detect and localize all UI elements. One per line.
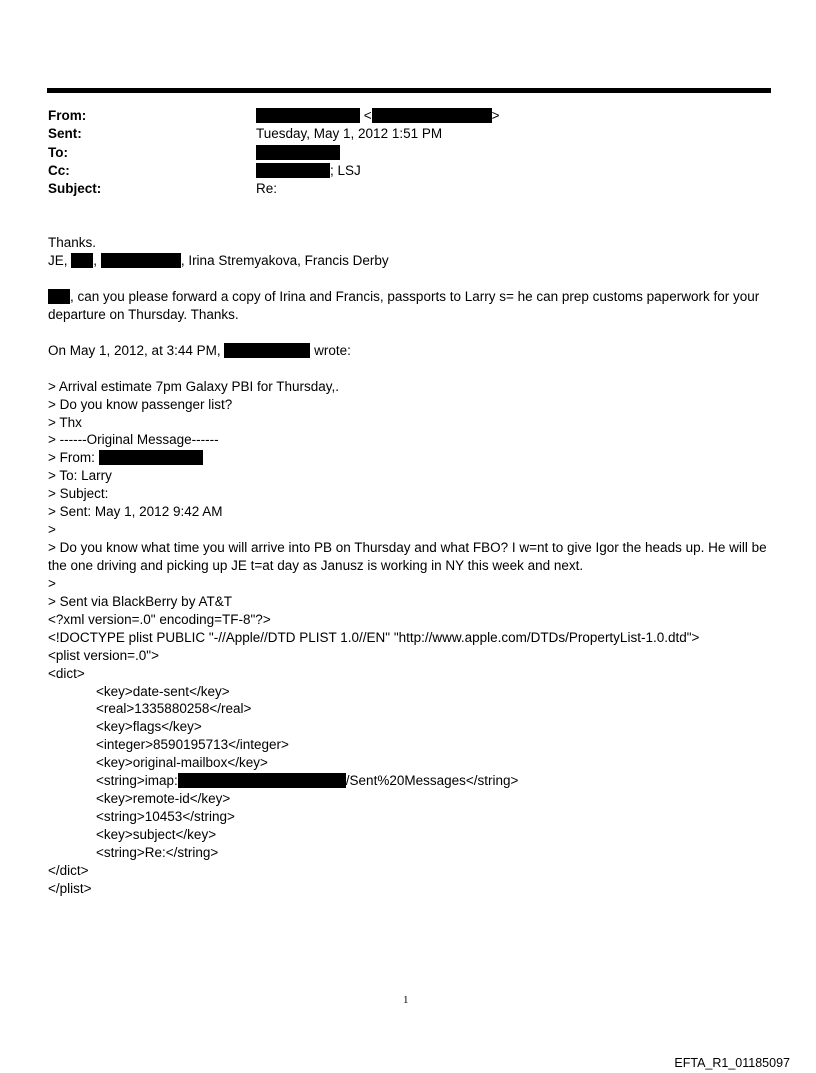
plist-line: </dict> (48, 863, 89, 878)
plist-line: <key>remote-id</key> (96, 791, 231, 806)
comma-text: , (93, 253, 98, 268)
quoted-line: > Do you know passenger list? (48, 397, 233, 412)
header-rule (47, 88, 771, 93)
quoted-line: > Arrival estimate 7pm Galaxy PBI for Thursday,. (48, 379, 339, 394)
redaction-box (256, 108, 360, 123)
mailbox-prefix: <string>imap: (96, 773, 178, 788)
quoted-from-line (48, 449, 203, 467)
plist-line: <integer>8590195713</integer> (96, 737, 289, 752)
sent-label: Sent: (48, 126, 82, 141)
redaction-box (71, 253, 93, 268)
plist-line: <string>10453</string> (96, 809, 235, 824)
redaction-box (256, 163, 330, 178)
quoted-line: > (48, 576, 56, 591)
page-number: 1 (403, 994, 409, 1006)
document-id: EFTA_R1_01185097 (674, 1056, 790, 1070)
redaction-box (178, 773, 346, 788)
cc-label: Cc: (48, 163, 70, 178)
plist-line: <real>1335880258</real> (96, 701, 252, 716)
redaction-box (48, 289, 70, 304)
redaction-box (99, 450, 203, 465)
redaction-box (224, 343, 310, 358)
cc-suffix: ; LSJ (330, 163, 361, 178)
je-text: JE, (48, 253, 68, 268)
quoted-line: > (48, 522, 56, 537)
mailbox-suffix: /Sent%20Messages</string> (345, 773, 519, 788)
plist-line: <!DOCTYPE plist PUBLIC "-//Apple//DTD PLIST 1.0//EN" "http://www.apple.com/DTDs/PropertyList-1.0.dtd"> (48, 630, 700, 645)
quoted-line: > ------Original Message------ (48, 432, 219, 447)
wrote-suffix: wrote: (314, 343, 351, 358)
subject-label: Subject: (48, 181, 102, 196)
sent-value: Tuesday, May 1, 2012 1:51 PM (256, 126, 443, 141)
quoted-line: > Sent: May 1, 2012 9:42 AM (48, 504, 223, 519)
redaction-box (372, 108, 492, 123)
plist-line: <key>flags</key> (96, 719, 202, 734)
cc-value (256, 162, 361, 180)
redaction-box (101, 253, 181, 268)
quoted-line: > Sent via BlackBerry by AT&T (48, 594, 232, 609)
request-text-1: , can you please forward a copy of Irina and Francis, passports to Larry s= he can prep customs paperwork for your (70, 289, 760, 304)
from-lt: < (363, 108, 372, 123)
wrote-prefix: On May 1, 2012, at 3:44 PM, (48, 343, 221, 358)
plist-line: <string>Re:</string> (96, 845, 219, 860)
to-value (256, 144, 340, 162)
quoted-from-text: > From: (48, 450, 95, 465)
to-label: To: (48, 145, 68, 160)
plist-mailbox-line (96, 772, 518, 790)
names-line (48, 252, 389, 270)
redaction-box (256, 145, 340, 160)
plist-line: <key>date-sent</key> (96, 684, 230, 699)
plist-line: <?xml version=.0" encoding=TF-8"?> (48, 612, 271, 627)
quoted-paragraph: > Do you know what time you will arrive into PB on Thursday and what FBO? I w=nt to give Igor the heads up. He will be the one driving and picking up JE t=at day as Janusz is working in NY this week and next. (48, 540, 767, 573)
subject-value: Re: (256, 181, 278, 196)
plist-line: </plist> (48, 881, 92, 896)
quoted-line: > To: Larry (48, 468, 112, 483)
from-value (256, 107, 500, 125)
plist-line: <key>original-mailbox</key> (96, 755, 268, 770)
plist-line: <dict> (48, 666, 85, 681)
quoted-line: > Subject: (48, 486, 109, 501)
plist-line: <plist version=.0"> (48, 648, 159, 663)
plist-line: <key>subject</key> (96, 827, 217, 842)
request-line-1 (48, 288, 759, 306)
names-tail: , Irina Stremyakova, Francis Derby (180, 253, 389, 268)
from-gt: > (491, 108, 500, 123)
from-label: From: (48, 108, 87, 123)
thanks-line: Thanks. (48, 235, 97, 250)
quoted-line: > Thx (48, 415, 82, 430)
wrote-line (48, 342, 351, 360)
request-line-2: departure on Thursday. Thanks. (48, 307, 239, 322)
